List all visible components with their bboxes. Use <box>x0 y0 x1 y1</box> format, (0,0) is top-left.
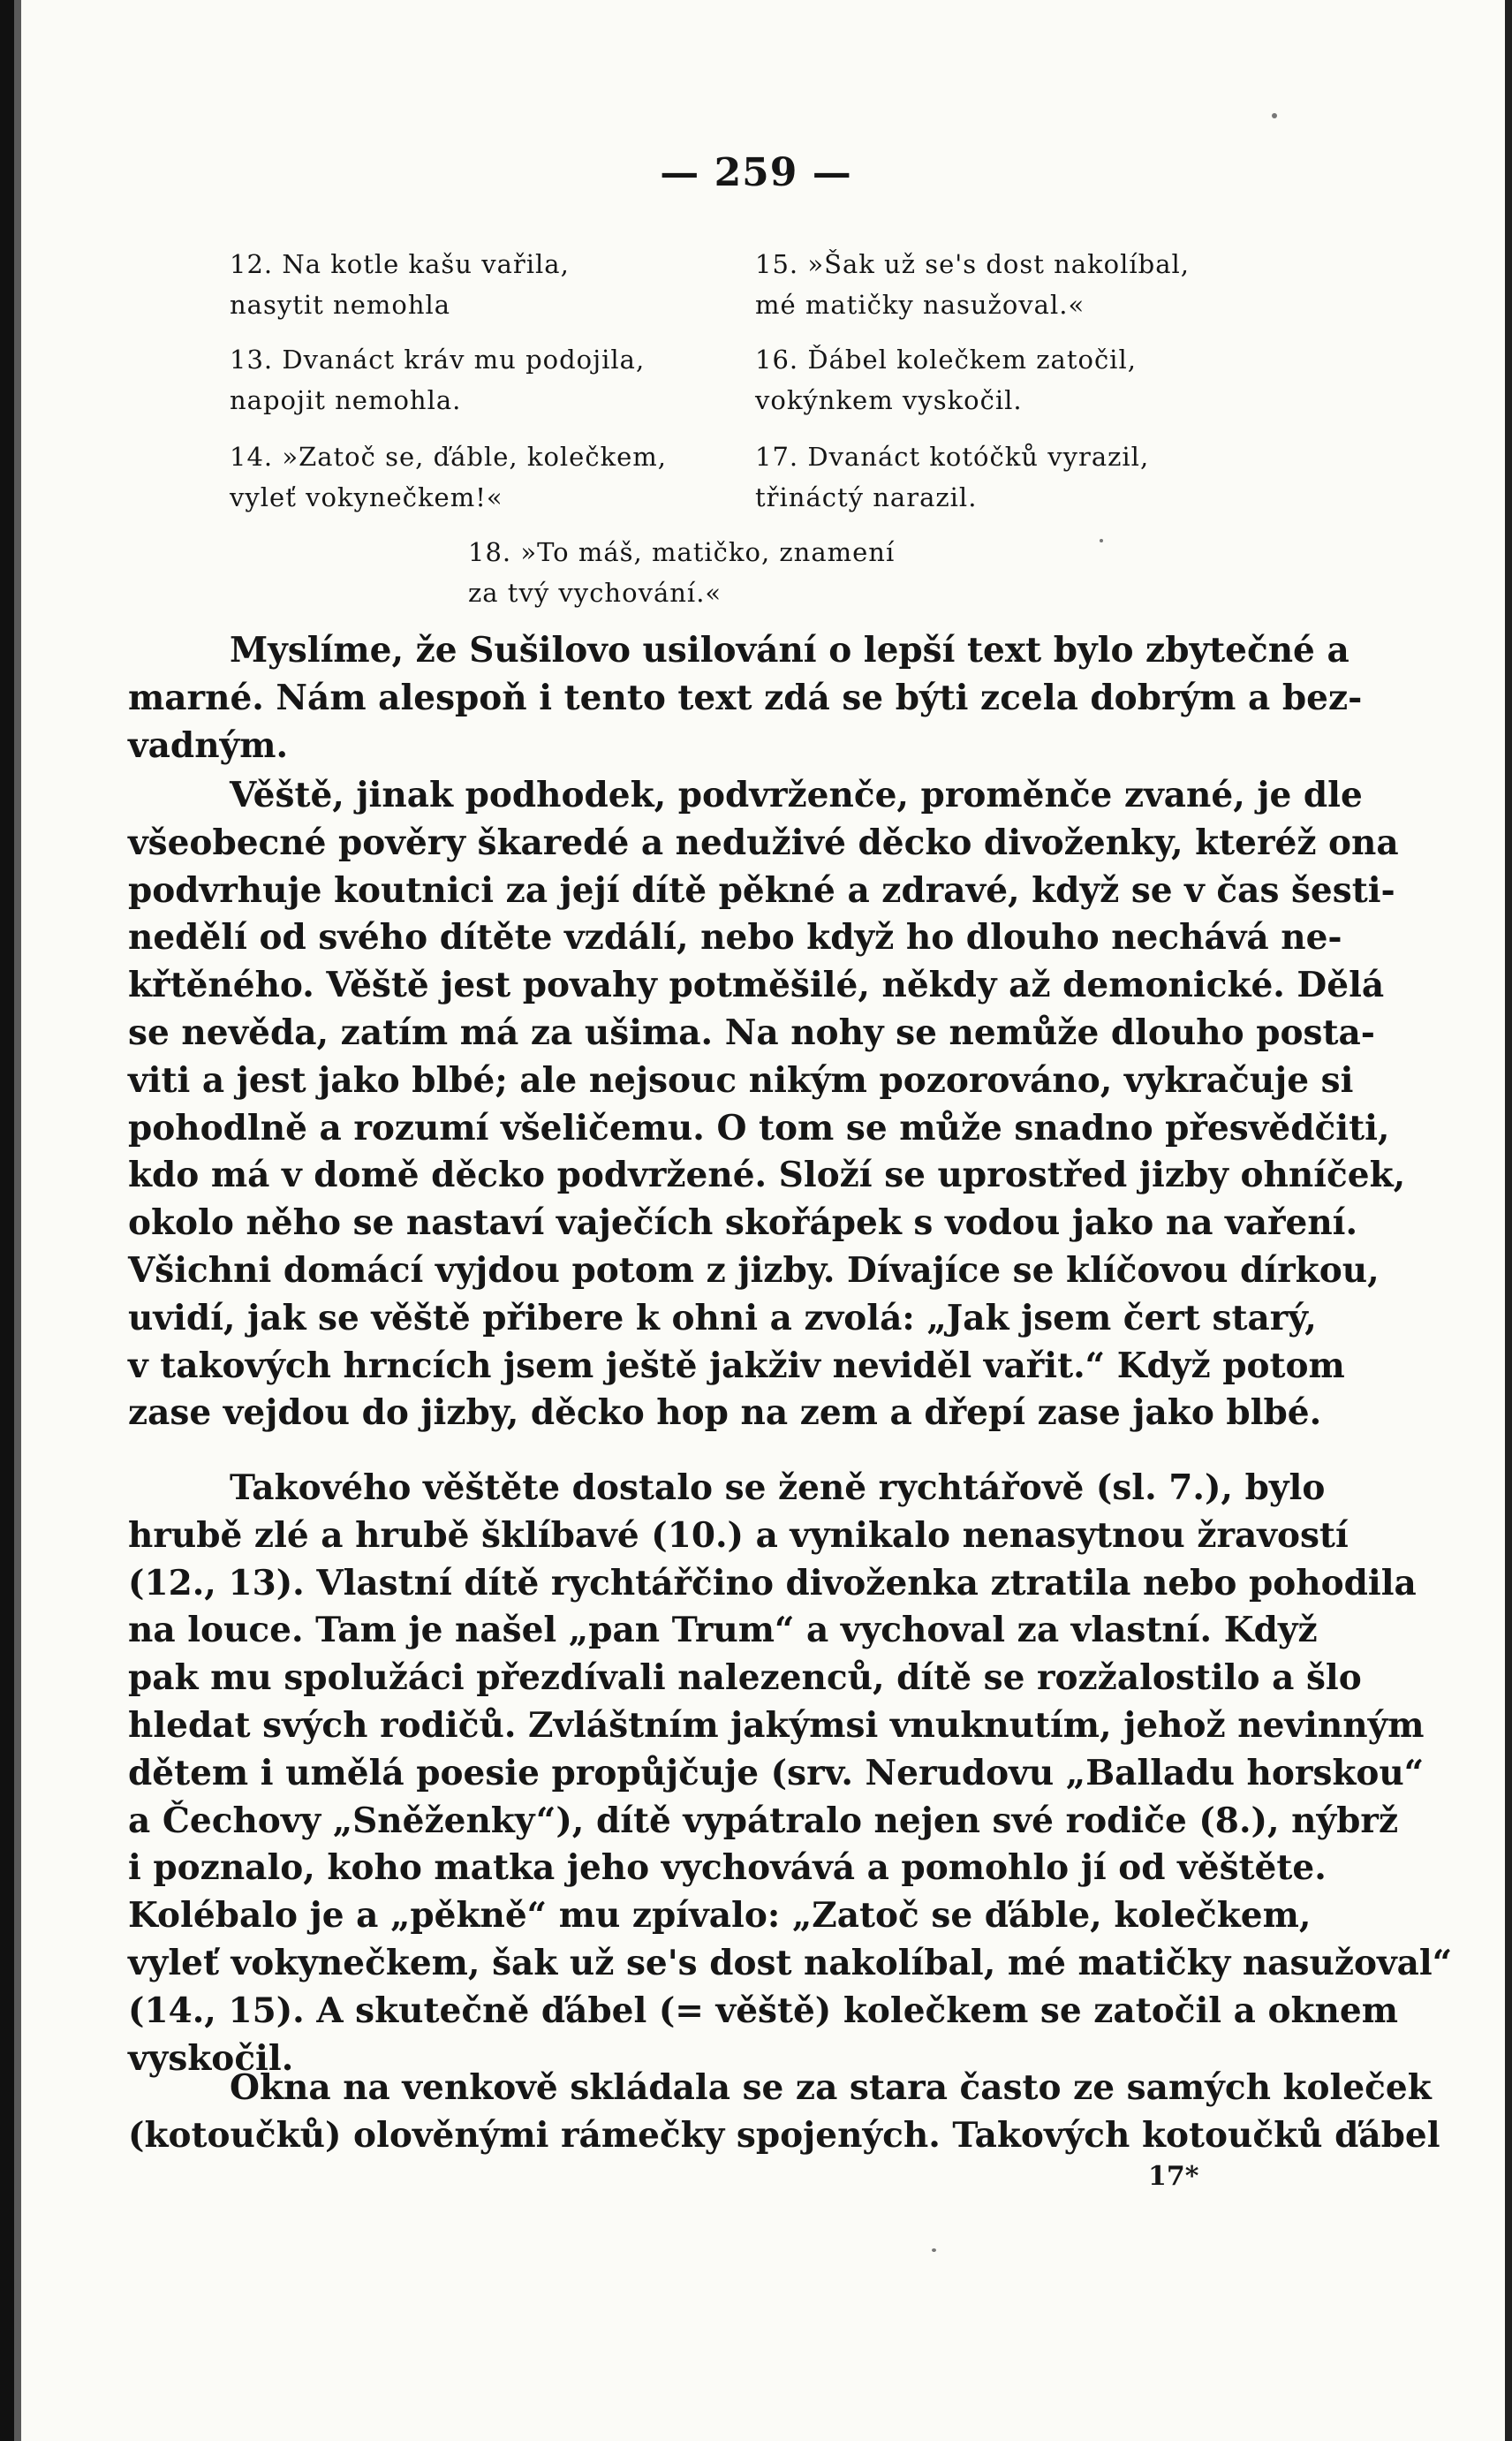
verse-16 <box>755 339 1137 421</box>
text-line: hrubě zlé a hrubě šklíbavé (10.) a vynikalo nenasytnou žravostí <box>128 1514 1349 1556</box>
scan-edge-right <box>1505 0 1512 2441</box>
scan-edge-shadow <box>14 0 21 2441</box>
text-line: hledat svých rodičů. Zvláštním jakýmsi vnuknutím, jehož nevinným <box>128 1704 1425 1746</box>
text-line: zase vejdou do jizby, děcko hop na zem a dřepí zase jako blbé. <box>128 1392 1322 1434</box>
signature-mark: 17* <box>1148 2161 1199 2192</box>
text-line: kdo má v domě děcko podvržené. Složí se uprostřed jizby ohníček, <box>128 1155 1406 1196</box>
text-line: Všichni domácí vyjdou potom z jizby. Dívajíce se klíčovou dírkou, <box>128 1249 1380 1291</box>
text-line: Takového věštěte dostalo se ženě rychtářově (sl. 7.), bylo <box>230 1467 1326 1508</box>
text-line: (kotoučků) olověnými rámečky spojených. Takových kotoučků ďábel <box>128 2114 1440 2156</box>
text-line: pak mu spolužáci přezdívali nalezenců, dítě se rozžalostilo a šlo <box>128 1657 1362 1699</box>
text-line: vyskočil. <box>128 2037 294 2079</box>
paragraph-3 <box>128 1465 1453 2082</box>
verse-line: 16. Ďábel kolečkem zatočil, <box>755 345 1137 375</box>
text-line: marné. Nám alespoň i tento text zdá se býti zcela dobrým a bez- <box>128 677 1363 718</box>
verse-line: 14. »Zatoč se, ďáble, kolečkem, <box>230 442 668 472</box>
text-line: viti a jest jako blbé; ale nejsouc nikým pozorováno, vykračuje si <box>128 1059 1354 1101</box>
text-line: se nevěda, zatím má za ušima. Na nohy se nemůže dlouho posta- <box>128 1012 1375 1053</box>
scan-edge-left <box>0 0 14 2441</box>
paragraph-1 <box>128 627 1363 769</box>
text-line: na louce. Tam je našel „pan Trum“ a vychoval za vlastní. Když <box>128 1610 1318 1651</box>
text-line: pohodlně a rozumí všeličemu. O tom se může snadno přesvědčiti, <box>128 1107 1390 1148</box>
verse-12 <box>230 244 570 325</box>
text-line: Okna na venkově skládala se za stara často ze samých koleček <box>230 2067 1432 2108</box>
dust-speck <box>1272 113 1277 118</box>
verse-line: nasytit nemohla <box>230 290 451 320</box>
verse-line: vokýnkem vyskočil. <box>755 385 1023 415</box>
text-line: a Čechovy „Sněženky“), dítě vypátralo nejen své rodiče (8.), nýbrž <box>128 1800 1399 1841</box>
text-line: nedělí od svého dítěte vzdálí, nebo když ho dlouho nechává ne- <box>128 917 1342 959</box>
verse-line: 12. Na kotle kašu vařila, <box>230 249 570 279</box>
verse-line: 17. Dvanáct kotóčků vyrazil, <box>755 442 1150 472</box>
verse-14 <box>230 436 667 518</box>
text-line: (14., 15). A skutečně ďábel (= věště) kolečkem se zatočil a oknem <box>128 1990 1398 2031</box>
text-line: i poznalo, koho matka jeho vychovává a pomohlo jí od věštěte. <box>128 1847 1327 1889</box>
verse-line: 15. »Šak už se's dost nakolíbal, <box>755 249 1190 279</box>
text-line: vyleť vokynečkem, šak už se's dost nakolíbal, mé matičky nasužoval“ <box>128 1942 1453 1983</box>
text-line: všeobecné pověry škaredé a neduživé děcko divoženky, kteréž ona <box>128 822 1399 863</box>
text-line: v takových hrncích jsem ještě jakživ neviděl vařit.“ Když potom <box>128 1345 1345 1386</box>
text-line: uvidí, jak se věště přibere k ohni a zvolá: „Jak jsem čert starý, <box>128 1297 1317 1338</box>
text-line: dětem i umělá poesie propůjčuje (srv. Nerudovu „Balladu horskou“ <box>128 1752 1425 1793</box>
page-number: — 259 — <box>660 150 852 195</box>
verse-18 <box>468 532 895 613</box>
verse-line: 18. »To máš, matičko, znamení <box>468 537 896 567</box>
verse-13 <box>230 339 645 421</box>
verse-line: vyleť vokynečkem!« <box>230 482 503 512</box>
text-line: (12., 13). Vlastní dítě rychtářčino divoženka ztratila nebo pohodila <box>128 1562 1417 1603</box>
text-line: křtěného. Věště jest povahy potměšilé, někdy až demonické. Dělá <box>128 965 1385 1006</box>
text-line: okolo něho se nastaví vaječích skořápek s vodou jako na vaření. <box>128 1202 1358 1244</box>
verse-line: za tvý vychování.« <box>468 578 722 608</box>
verse-line: třináctý narazil. <box>755 482 978 512</box>
verse-line: napojit nemohla. <box>230 385 462 415</box>
text-line: Věště, jinak podhodek, podvrženče, proměnče zvané, je dle <box>230 775 1363 815</box>
verse-line: 13. Dvanáct kráv mu podojila, <box>230 345 646 375</box>
verse-17 <box>755 436 1149 518</box>
paragraph-4 <box>128 2065 1440 2160</box>
text-line: vadným. <box>128 724 289 766</box>
verse-15 <box>755 244 1190 325</box>
dust-speck <box>1100 539 1103 542</box>
paragraph-2 <box>128 772 1406 1437</box>
text-line: Myslíme, že Sušilovo usilování o lepší text bylo zbytečné a <box>230 630 1349 671</box>
dust-speck <box>932 2248 936 2252</box>
verse-line: mé matičky nasužoval.« <box>755 290 1085 320</box>
text-line: Kolébalo je a „pěkně“ mu zpívalo: „Zatoč se ďáble, kolečkem, <box>128 1895 1312 1937</box>
text-line: podvrhuje koutnici za její dítě pěkné a zdravé, když se v čas šesti- <box>128 869 1395 911</box>
